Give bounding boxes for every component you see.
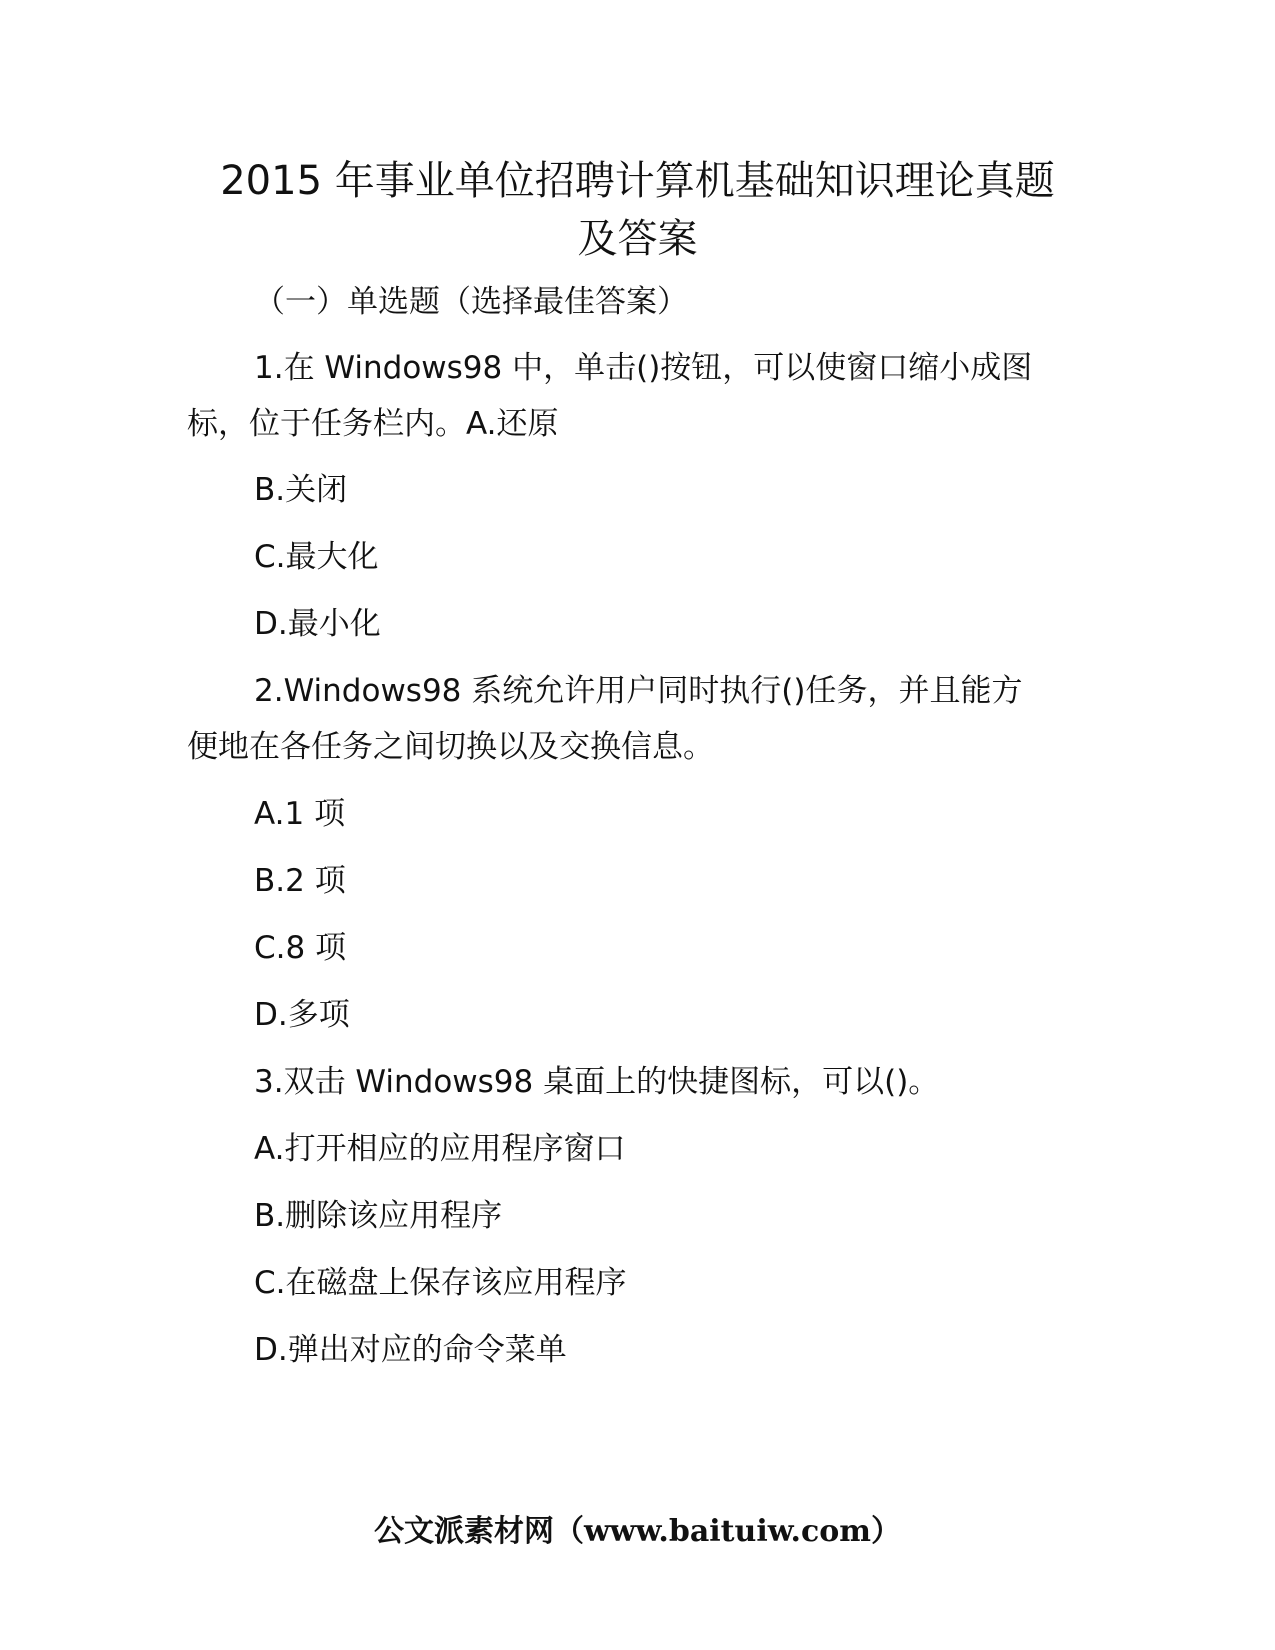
- question-1-option-c: C.最大化: [254, 539, 379, 575]
- title-line-2: 及答案: [577, 216, 698, 262]
- question-3-option-c: C.在磁盘上保存该应用程序: [254, 1265, 627, 1301]
- question-2-option-c: C.8 项: [254, 930, 347, 966]
- question-3-stem: 3.双击 Windows98 桌面上的快捷图标，可以()。: [254, 1064, 940, 1100]
- question-2-option-b: B.2 项: [254, 863, 346, 899]
- question-1-option-b: B.关闭: [254, 472, 348, 508]
- section-heading: （一）单选题（选择最佳答案）: [254, 284, 688, 320]
- title-line-1: 2015 年事业单位招聘计算机基础知识理论真题: [220, 158, 1055, 204]
- question-1-stem-line-1: 1.在 Windows98 中，单击()按钮，可以使窗口缩小成图: [254, 350, 1033, 386]
- question-1-option-d: D.最小化: [254, 606, 381, 642]
- question-2-option-d: D.多项: [254, 997, 350, 1033]
- question-2-option-a: A.1 项: [254, 796, 346, 832]
- question-2-stem-line-2: 便地在各任务之间切换以及交换信息。: [187, 729, 714, 765]
- question-3-option-b: B.删除该应用程序: [254, 1198, 503, 1234]
- document-title: [180, 152, 1095, 268]
- question-3-option-d: D.弹出对应的命令菜单: [254, 1332, 567, 1368]
- question-2-stem-line-1: 2.Windows98 系统允许用户同时执行()任务，并且能方: [254, 673, 1023, 709]
- question-1-stem-line-2: 标，位于任务栏内。A.还原: [187, 406, 559, 442]
- footer-source: 公文派素材网（www.baituiw.com）: [373, 1514, 902, 1549]
- question-3-option-a: A.打开相应的应用程序窗口: [254, 1131, 626, 1167]
